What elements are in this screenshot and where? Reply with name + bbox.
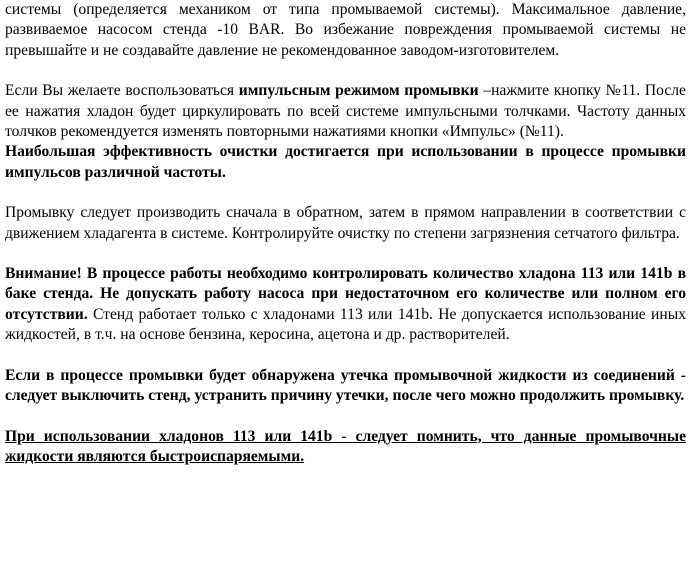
paragraph-warning: [5, 264, 686, 346]
paragraph-flush-direction: Промывку следует производить сначала в обратном, затем в прямом направлении в соответствии с движением хладагента в системе. Контролируйте очистку по степени загрязнения сетчатого фильтра.: [5, 204, 686, 242]
efficiency-note-text: Наибольшая эффективность очистки достигается при использовании в процессе промывки импульсов различной частоты.: [5, 143, 686, 181]
spacer: [5, 346, 686, 366]
impulse-intro-text: Если Вы желаете воспользоваться: [5, 82, 239, 100]
paragraph-leak: [5, 366, 686, 407]
evaporation-text: При использовании хладонов 113 или 141b - следует помнить, что данные промывочные жидкости являются быстроиспаряемыми.: [5, 427, 686, 465]
paragraph-evaporation: [5, 427, 686, 468]
warning-normal-text: Стенд работает только с хладонами 113 или 141b. Не допускается использование иных жидкостей, в т.ч. на основе бензина, керосина, ацетона и др. растворителей.: [5, 305, 686, 344]
spacer: [5, 61, 686, 81]
impulse-mode-term: импульсным режимом промывки: [238, 82, 479, 100]
spacer: [5, 244, 686, 264]
paragraph-pressure: системы (определяется механиком от типа промываемой системы). Максимальное давление, развиваемое насосом стенда -10 BAR. Во избежание повреждения промываемой системы не превышайте и не создавайте давление не рекомендованное заводом-изготовителем.: [5, 1, 686, 59]
paragraph-impulse-mode: [5, 81, 686, 142]
warning-bold-text: Внимание! В процессе работы необходимо контролировать количество хладона 113 или 141b в баке стенда. Не допускать работу насоса при недостаточном его количестве или полном его отсутствии.: [5, 265, 686, 323]
spacer: [5, 407, 686, 427]
leak-text: Если в процессе промывки будет обнаружена утечка промывочной жидкости из соединений - следует выключить стенд, устранить причину утечки, после чего можно продолжить промывку.: [5, 366, 686, 405]
impulse-details-text: –нажмите кнопку №11. После ее нажатия хладон будет циркулировать по всей системе импульсными толчками. Частоту данных толчков рекомендуется изменять повторными нажатиями кнопки «Импульс» (№11).: [5, 82, 686, 141]
paragraph-efficiency-note: [5, 142, 686, 183]
spacer: [5, 183, 686, 203]
